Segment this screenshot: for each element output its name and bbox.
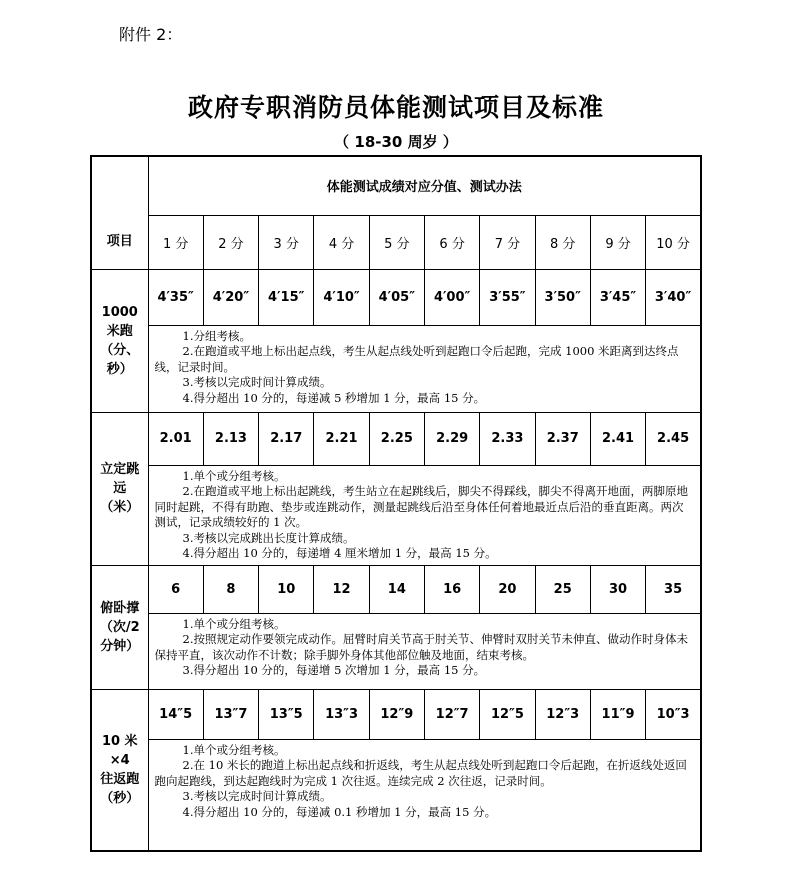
table-row bbox=[91, 565, 701, 613]
method-line: 2.在跑道或平地上标出起点线，考生从起点线处听到起跑口令后起跑，完成 1000 米距离到达终点线，记录时间。 bbox=[154, 344, 679, 374]
method-line: 2.在 10 米长的跑道上标出起点线和折返线，考生从起点线处听到起跑口令后起跑，在折返线处返回跑向起跑线，到达起跑线时为完成 1 次往返。连续完成 2 次往返，记录时间。 bbox=[154, 758, 687, 788]
item-cell-run bbox=[91, 269, 148, 412]
standards-table bbox=[90, 155, 702, 852]
standard-value: 4′15″ bbox=[259, 269, 314, 325]
document-subtitle: （ 18-30 周岁 ） bbox=[334, 133, 458, 151]
group-header-cell bbox=[148, 156, 701, 215]
table-header-row bbox=[91, 156, 701, 215]
method-line: 1.单个或分组考核。 bbox=[182, 468, 286, 483]
method-cell bbox=[148, 613, 701, 689]
standard-value: 2.21 bbox=[314, 412, 369, 465]
score-header-row bbox=[91, 215, 701, 269]
standard-value: 2.29 bbox=[424, 412, 479, 465]
standard-value: 13″3 bbox=[314, 689, 369, 739]
standard-value: 3′45″ bbox=[590, 269, 645, 325]
standard-value: 2.25 bbox=[369, 412, 424, 465]
item-cell-pushup bbox=[91, 565, 148, 689]
method-row bbox=[91, 465, 701, 565]
method-row bbox=[91, 613, 701, 689]
standard-value: 6 bbox=[148, 565, 203, 613]
method-line: 4.得分超出 10 分的，每递减 5 秒增加 1 分，最高 15 分。 bbox=[182, 390, 486, 405]
standard-value: 2.01 bbox=[148, 412, 203, 465]
standard-value: 2.37 bbox=[535, 412, 590, 465]
item-label-line: （秒） bbox=[100, 790, 140, 806]
standard-value: 16 bbox=[424, 565, 479, 613]
method-row bbox=[91, 739, 701, 851]
standard-value: 13″5 bbox=[259, 689, 314, 739]
item-label-line: 米跑 bbox=[106, 323, 133, 339]
standard-value: 4′10″ bbox=[314, 269, 369, 325]
standard-value: 13″7 bbox=[203, 689, 258, 739]
standard-value: 3′55″ bbox=[480, 269, 535, 325]
standard-value: 10 bbox=[259, 565, 314, 613]
method-line: 3.考核以完成时间计算成绩。 bbox=[182, 375, 332, 389]
item-label-line: ×4 bbox=[109, 752, 130, 768]
standard-value: 12″5 bbox=[480, 689, 535, 739]
score-header: 5 分 bbox=[369, 215, 424, 269]
item-label-line: 往返跑 bbox=[100, 771, 140, 787]
standard-value: 2.17 bbox=[259, 412, 314, 465]
score-header: 10 分 bbox=[646, 215, 701, 269]
score-header: 2 分 bbox=[203, 215, 258, 269]
item-label-line: 分钟） bbox=[100, 638, 140, 654]
score-header: 1 分 bbox=[148, 215, 203, 269]
method-row bbox=[91, 325, 701, 412]
document-title: 政府专职消防员体能测试项目及标准 bbox=[187, 93, 604, 122]
item-cell-jump bbox=[91, 412, 148, 565]
standard-value: 14 bbox=[369, 565, 424, 613]
standard-value: 20 bbox=[480, 565, 535, 613]
item-header-cell bbox=[91, 156, 148, 269]
score-header: 9 分 bbox=[590, 215, 645, 269]
item-label-line: 10 米 bbox=[101, 733, 138, 749]
method-line: 2.在跑道或平地上标出起跳线，考生站立在起跳线后，脚尖不得踩线，脚尖不得离开地面，两脚原地同时起跳，不得有助跑、垫步或连跳动作，测量起跳线后沿至身体任何着地最近点后沿的垂直距离。两次测试，记录成绩较好的 1 次。 bbox=[154, 484, 688, 529]
item-label-line: 远 bbox=[113, 481, 127, 496]
method-cell bbox=[148, 465, 701, 565]
score-header: 6 分 bbox=[424, 215, 479, 269]
method-line: 4.得分超出 10 分的，每递增 4 厘米增加 1 分，最高 15 分。 bbox=[182, 546, 497, 560]
standard-value: 3′40″ bbox=[646, 269, 701, 325]
standard-value: 2.41 bbox=[590, 412, 645, 465]
item-label-line: 秒） bbox=[106, 361, 133, 377]
item-label-line: 1000 bbox=[101, 304, 138, 320]
item-label-line: （米） bbox=[100, 500, 140, 515]
table-row bbox=[91, 412, 701, 465]
standard-value: 2.45 bbox=[646, 412, 701, 465]
standard-value: 4′35″ bbox=[148, 269, 203, 325]
score-header: 8 分 bbox=[535, 215, 590, 269]
item-label-line: 俯卧撑 bbox=[100, 600, 140, 616]
method-line: 3.考核以完成跳出长度计算成绩。 bbox=[182, 530, 355, 545]
standard-value: 2.33 bbox=[480, 412, 535, 465]
method-line: 2.按照规定动作要领完成动作。屈臂时肩关节高于肘关节、伸臂时双肘关节未伸直、做动作时身体未保持平直，该次动作不计数；除手脚外身体其他部位触及地面，结束考核。 bbox=[154, 632, 688, 662]
item-label-line: 立定跳 bbox=[100, 462, 140, 477]
method-line: 1.单个或分组考核。 bbox=[182, 742, 286, 757]
standard-value: 12″7 bbox=[424, 689, 479, 739]
method-line: 4.得分超出 10 分的，每递减 0.1 秒增加 1 分，最高 15 分。 bbox=[182, 804, 497, 819]
standard-value: 2.13 bbox=[203, 412, 258, 465]
standard-value: 25 bbox=[535, 565, 590, 613]
item-header: 项目 bbox=[106, 233, 133, 249]
item-label-line: （次/2 bbox=[99, 619, 140, 635]
item-label-line: （分、 bbox=[100, 342, 140, 358]
method-line: 3.得分超出 10 分的，每递增 5 次增加 1 分，最高 15 分。 bbox=[182, 663, 486, 677]
score-header: 7 分 bbox=[480, 215, 535, 269]
method-line: 1.分组考核。 bbox=[182, 328, 251, 343]
standard-value: 30 bbox=[590, 565, 645, 613]
standard-value: 35 bbox=[646, 565, 701, 613]
method-line: 3.考核以完成时间计算成绩。 bbox=[182, 789, 332, 803]
method-line: 1.单个或分组考核。 bbox=[182, 616, 286, 631]
standard-value: 8 bbox=[203, 565, 258, 613]
standard-value: 12 bbox=[314, 565, 369, 613]
standard-value: 11″9 bbox=[590, 689, 645, 739]
group-header: 体能测试成绩对应分值、测试办法 bbox=[326, 180, 522, 196]
standard-value: 4′20″ bbox=[203, 269, 258, 325]
standard-value: 3′50″ bbox=[535, 269, 590, 325]
standard-value: 12″3 bbox=[535, 689, 590, 739]
standard-value: 10″3 bbox=[646, 689, 701, 739]
score-header: 4 分 bbox=[314, 215, 369, 269]
method-cell bbox=[148, 739, 701, 851]
method-cell bbox=[148, 325, 701, 412]
standard-value: 12″9 bbox=[369, 689, 424, 739]
attachment-label: 附件 2： bbox=[119, 25, 183, 44]
standard-value: 4′05″ bbox=[369, 269, 424, 325]
table-row bbox=[91, 269, 701, 325]
item-cell-shuttle bbox=[91, 689, 148, 851]
score-header: 3 分 bbox=[259, 215, 314, 269]
table-row bbox=[91, 689, 701, 739]
standard-value: 14″5 bbox=[148, 689, 203, 739]
standard-value: 4′00″ bbox=[424, 269, 479, 325]
